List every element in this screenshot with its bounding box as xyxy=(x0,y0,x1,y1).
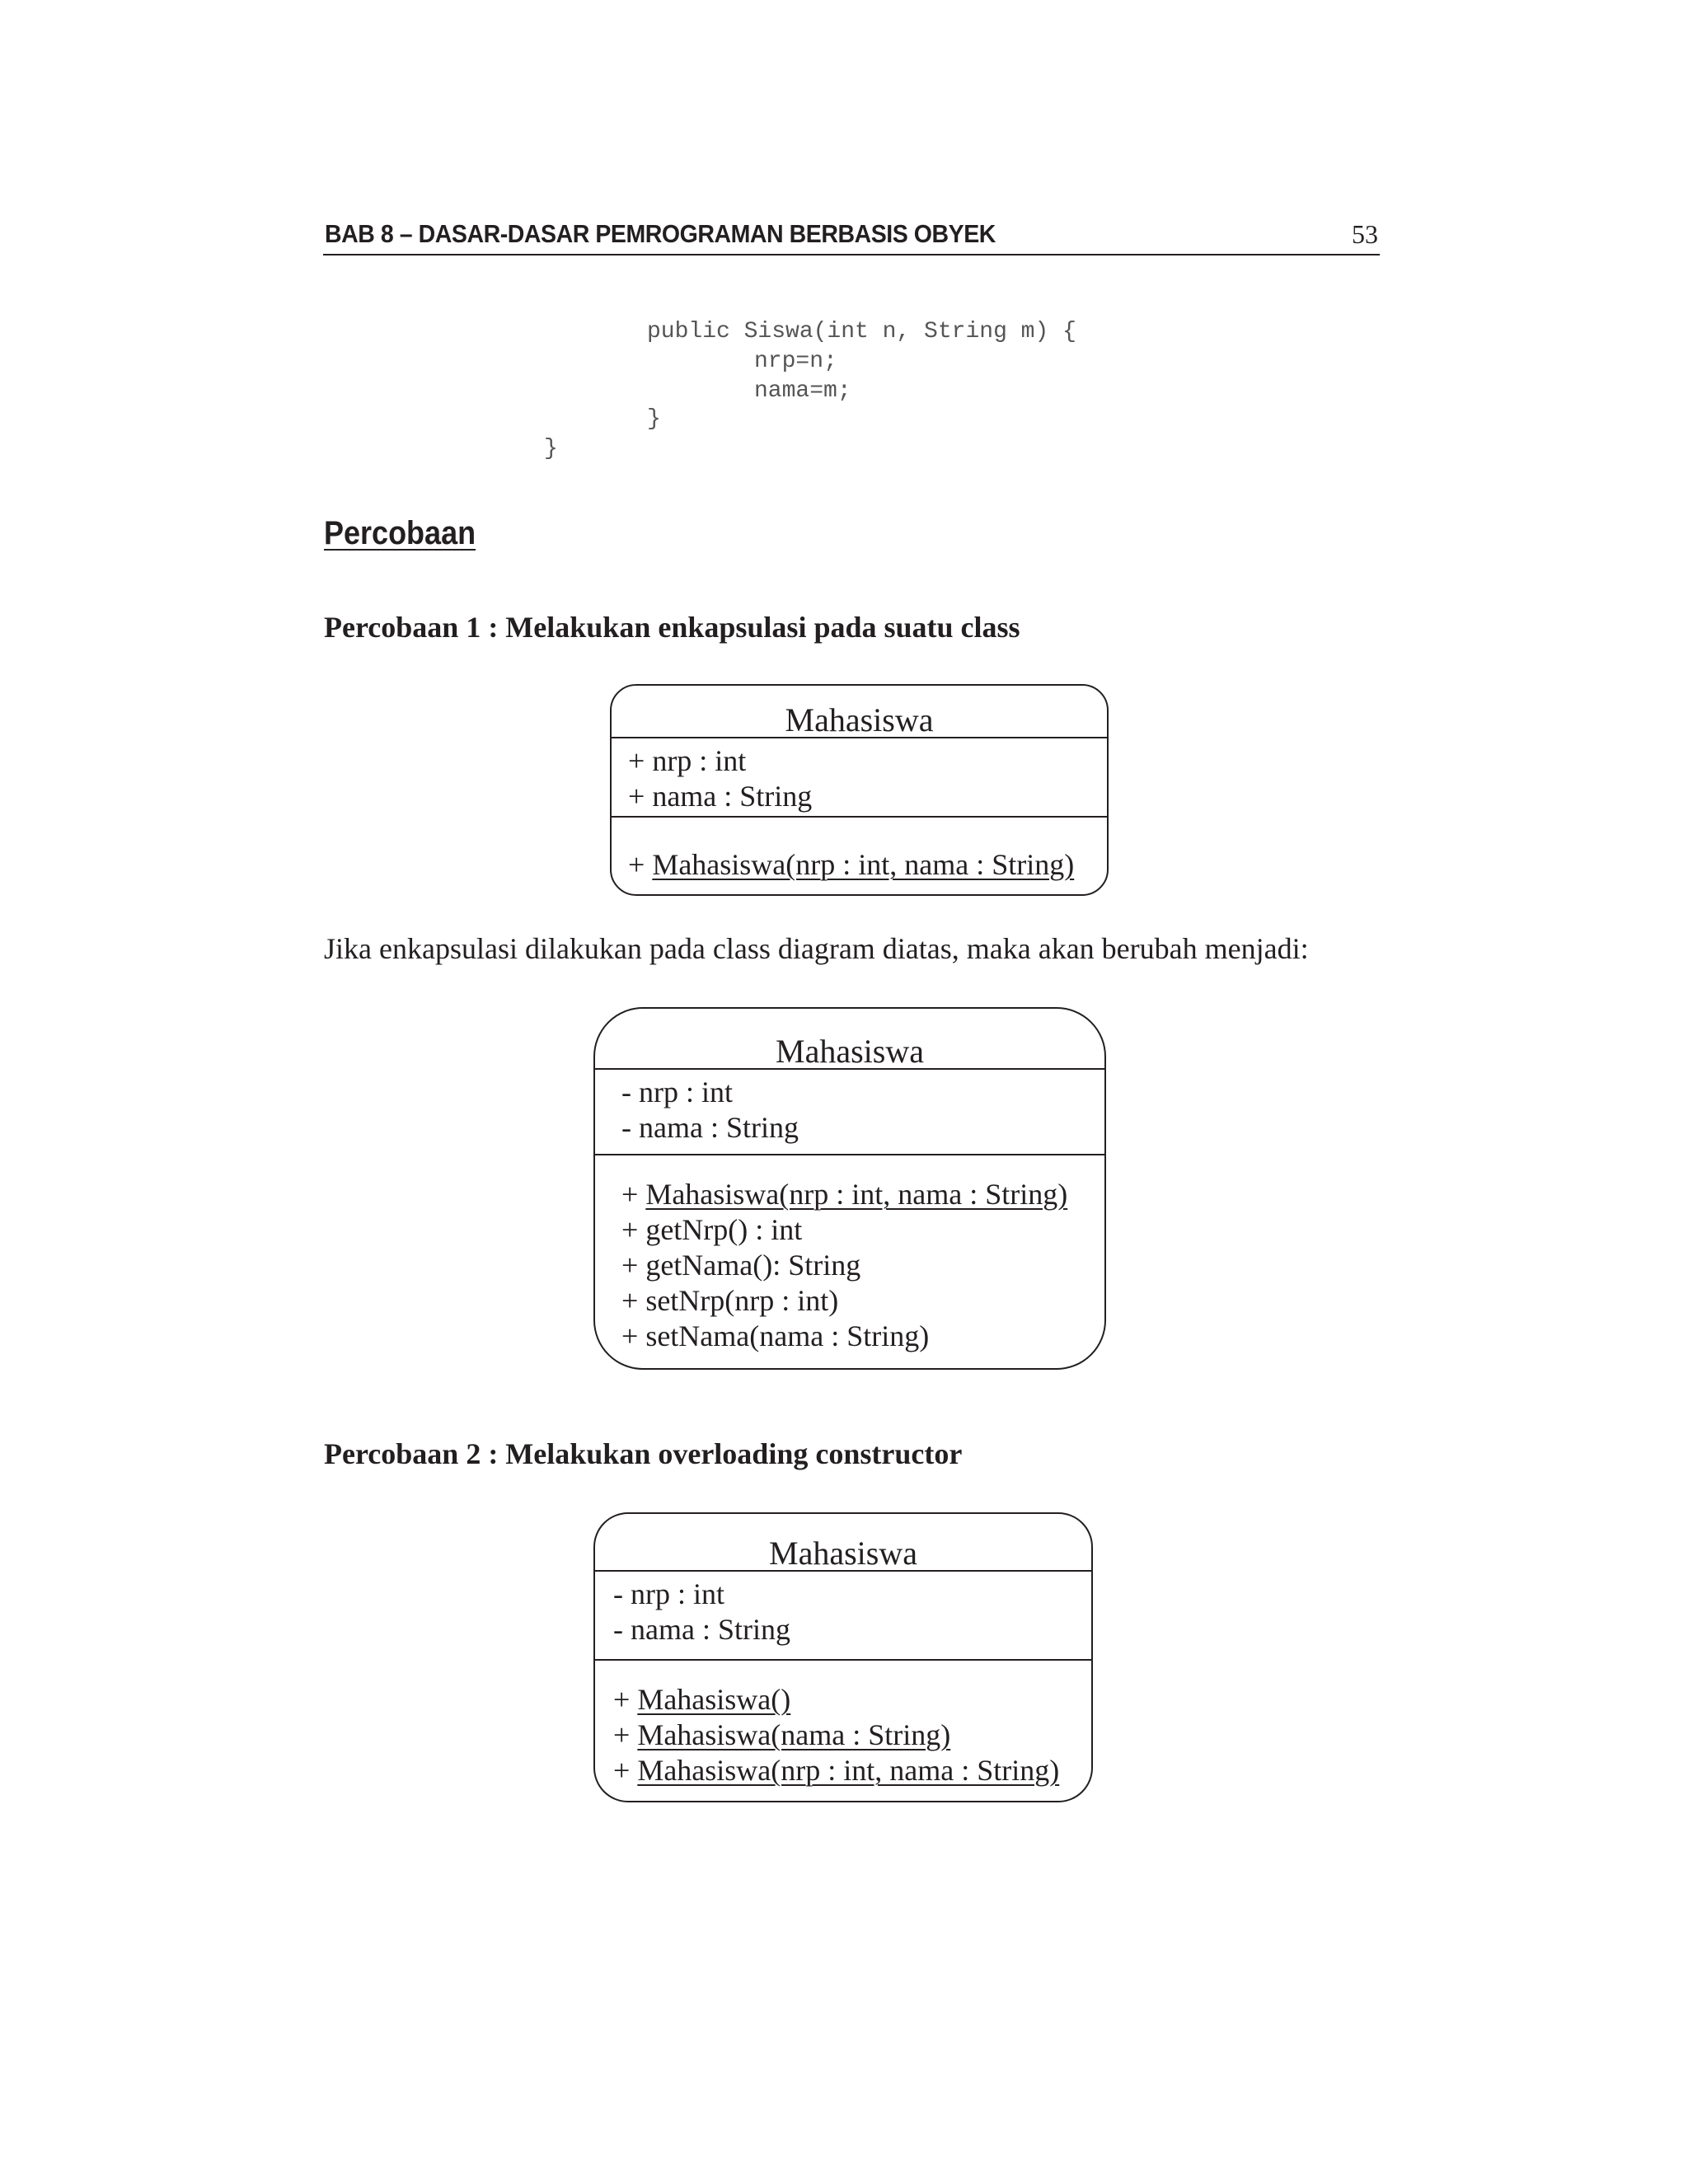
class-diagram-1 xyxy=(610,684,1109,896)
percobaan-1-title: Percobaan 1 : Melakukan enkapsulasi pada suatu class xyxy=(324,611,1020,644)
section-title: Percobaan xyxy=(324,515,476,551)
method: + Mahasiswa() xyxy=(613,1683,791,1716)
method: + getNrp() : int xyxy=(621,1213,803,1246)
method: + Mahasiswa(nrp : int, nama : String) xyxy=(628,848,1075,881)
class-name: Mahasiswa xyxy=(595,1514,1091,1572)
code-line: } xyxy=(647,406,661,432)
code-line: nama=m; xyxy=(754,378,851,404)
page-header xyxy=(323,216,1380,255)
attribute: - nrp : int xyxy=(613,1577,724,1610)
method: + Mahasiswa(nama : String) xyxy=(613,1718,951,1751)
class-name: Mahasiswa xyxy=(595,1009,1104,1070)
methods-compartment xyxy=(595,1661,1091,1788)
code-line: } xyxy=(544,436,558,462)
attribute: - nama : String xyxy=(613,1613,790,1646)
chapter-title: BAB 8 – DASAR-DASAR PEMROGRAMAN BERBASIS OBYEK xyxy=(325,219,996,248)
attributes-compartment xyxy=(595,1572,1091,1661)
method: + getNama(): String xyxy=(621,1249,861,1282)
class-diagram-2 xyxy=(593,1007,1106,1370)
code-line: nrp=n; xyxy=(754,349,837,374)
class-name: Mahasiswa xyxy=(612,686,1107,738)
code-line: public Siswa(int n, String m) { xyxy=(647,319,1076,344)
page-number: 53 xyxy=(1352,219,1378,249)
attributes-compartment xyxy=(595,1070,1104,1155)
method: + setNama(nama : String) xyxy=(621,1319,930,1352)
method: + setNrp(nrp : int) xyxy=(621,1284,839,1317)
attribute: - nama : String xyxy=(621,1111,799,1144)
methods-compartment xyxy=(612,818,1107,883)
attribute: + nrp : int xyxy=(628,744,747,777)
methods-compartment xyxy=(595,1155,1104,1354)
method: + Mahasiswa(nrp : int, nama : String) xyxy=(621,1178,1068,1211)
percobaan-2-title: Percobaan 2 : Melakukan overloading constructor xyxy=(324,1437,963,1470)
transition-text: Jika enkapsulasi dilakukan pada class diagram diatas, maka akan berubah menjadi: xyxy=(324,932,1309,965)
attribute: + nama : String xyxy=(628,780,813,813)
attribute: - nrp : int xyxy=(621,1076,733,1108)
attributes-compartment xyxy=(612,738,1107,818)
class-diagram-3 xyxy=(593,1512,1093,1802)
method: + Mahasiswa(nrp : int, nama : String) xyxy=(613,1754,1060,1787)
